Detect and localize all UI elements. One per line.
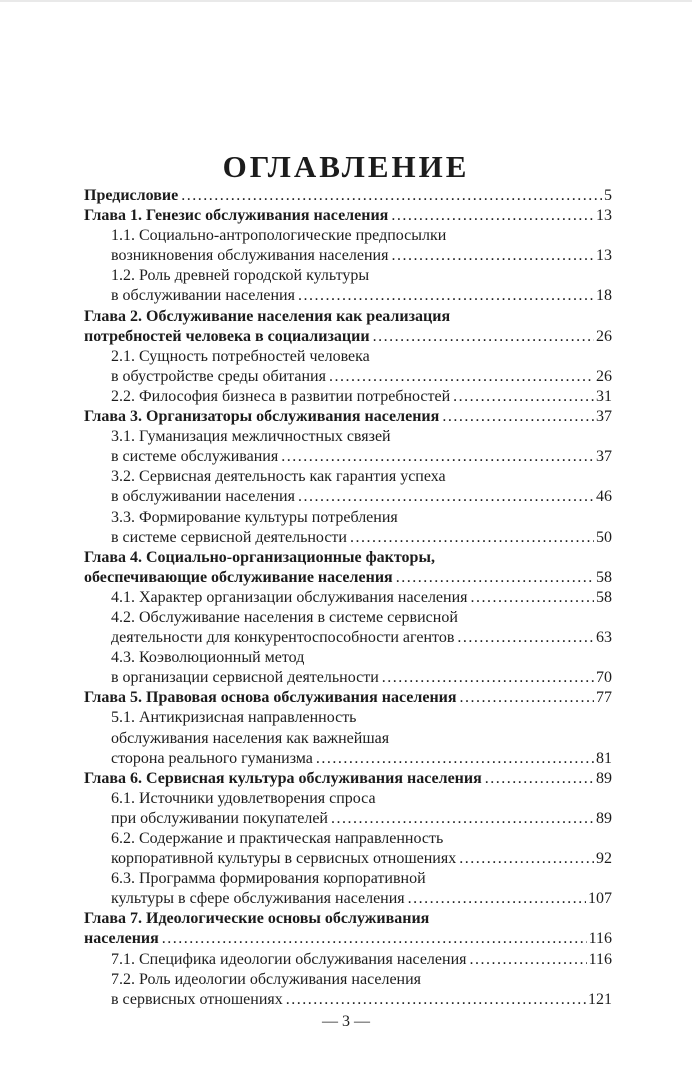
page-title: ОГЛАВЛЕНИЕ — [222, 148, 470, 184]
toc-entry-section — [84, 387, 612, 407]
dot-leader — [295, 487, 594, 507]
dot-leader — [457, 688, 594, 708]
toc-entry-text: корпоративной культуры в сервисных отношениях — [111, 850, 457, 868]
toc-page-number: 50 — [596, 528, 612, 546]
dot-leader — [313, 749, 594, 769]
toc-entry-section — [84, 266, 612, 306]
toc-entry-text: Глава 6. Сервисная культура обслуживания населения — [84, 769, 482, 787]
dot-leader — [295, 286, 594, 306]
toc-entry-text: обслуживания населения как важнейшая — [111, 729, 390, 747]
dot-leader — [468, 588, 594, 608]
toc-entry-text: в обслуживании населения — [111, 488, 295, 506]
table-of-contents — [84, 186, 612, 1010]
toc-entry-text: деятельности для конкурентоспособности агентов — [111, 629, 455, 647]
toc-entry-chapter — [84, 186, 612, 206]
toc-entry-text: 2.1. Сущность потребностей человека — [111, 347, 370, 365]
toc-entry-section — [84, 950, 612, 970]
dot-leader — [328, 809, 594, 829]
dot-leader — [347, 528, 594, 548]
toc-entry-chapter — [84, 909, 612, 949]
dot-leader — [379, 668, 594, 688]
dot-leader — [405, 889, 586, 909]
toc-page-number: 46 — [596, 488, 612, 506]
dot-leader — [439, 407, 594, 427]
toc-entry-chapter — [84, 407, 612, 427]
toc-entry-section — [84, 588, 612, 608]
toc-entry-text: 4.1. Характер организации обслуживания населения — [111, 588, 468, 606]
toc-entry-section — [84, 708, 612, 768]
toc-entry-text: сторона реального гуманизма — [111, 749, 313, 767]
toc-entry-text: 4.3. Коэволюционный метод — [111, 649, 305, 667]
toc-page-number: 13 — [596, 247, 612, 265]
toc-page-number: 92 — [596, 850, 612, 868]
toc-entry-text: культуры в сфере обслуживания населения — [111, 890, 405, 908]
toc-entry-text: 1.2. Роль древней городской культуры — [111, 267, 370, 285]
dot-leader — [388, 206, 594, 226]
toc-page-number: 70 — [596, 669, 612, 687]
toc-page-number: 77 — [596, 689, 612, 707]
dot-leader — [454, 628, 594, 648]
dot-leader — [482, 769, 594, 789]
toc-entry-text: Глава 5. Правовая основа обслуживания населения — [84, 689, 457, 707]
toc-entry-section — [84, 427, 612, 467]
toc-page-number: 26 — [596, 367, 612, 385]
toc-entry-text: в системе сервисной деятельности — [111, 528, 347, 546]
dot-leader — [393, 568, 594, 588]
toc-entry-chapter — [84, 206, 612, 226]
toc-entry-text: в обслуживании населения — [111, 287, 295, 305]
toc-page-number: 107 — [588, 890, 612, 908]
toc-entry-text: 3.1. Гуманизация межличностных связей — [111, 428, 391, 446]
toc-entry-chapter — [84, 307, 612, 347]
dot-leader — [388, 246, 594, 266]
toc-entry-section — [84, 608, 612, 648]
toc-entry-section — [84, 829, 612, 869]
toc-entry-section — [84, 789, 612, 829]
toc-page-number: 58 — [596, 568, 612, 586]
toc-entry-text: 2.2. Философия бизнеса в развитии потребностей — [111, 387, 451, 405]
toc-page-number: 116 — [588, 930, 612, 948]
toc-entry-text: 3.2. Сервисная деятельность как гарантия успеха — [111, 468, 446, 486]
dot-leader — [466, 950, 586, 970]
toc-entry-text: 7.1. Специфика идеологии обслуживания населения — [111, 950, 467, 968]
toc-list — [84, 186, 612, 1010]
toc-entry-text: Глава 2. Обслуживание населения как реализация — [84, 307, 451, 325]
toc-entry-text: Предисловие — [84, 187, 179, 204]
dot-leader — [370, 327, 594, 347]
dot-leader — [326, 367, 594, 387]
toc-entry-text: при обслуживании покупателей — [111, 809, 328, 827]
toc-entry-text: населения — [84, 930, 159, 948]
toc-entry-text: возникновения обслуживания населения — [111, 247, 389, 265]
toc-entry-text: 4.2. Обслуживание населения в системе сервисной — [111, 608, 458, 626]
toc-page-number: 121 — [588, 990, 612, 1008]
toc-page-number: 116 — [588, 950, 612, 968]
dot-leader — [283, 990, 586, 1010]
toc-entry-section — [84, 226, 612, 266]
toc-entry-chapter — [84, 769, 612, 789]
toc-page-number: 81 — [596, 749, 612, 767]
toc-entry-section — [84, 869, 612, 909]
dot-leader — [278, 447, 594, 467]
toc-entry-chapter — [84, 688, 612, 708]
toc-entry-text: в системе обслуживания — [111, 448, 279, 466]
toc-entry-text: Глава 4. Социально-организационные факторы, — [84, 548, 435, 566]
toc-page-number: 18 — [596, 287, 612, 305]
toc-entry-text: 6.3. Программа формирования корпоративной — [111, 870, 426, 888]
page-number-footer: — 3 — — [322, 1013, 370, 1030]
toc-entry-text: 5.1. Антикризисная направленность — [111, 709, 357, 727]
toc-entry-text: Глава 3. Организаторы обслуживания населения — [84, 408, 440, 426]
toc-entry-section — [84, 508, 612, 548]
toc-entry-text: потребностей человека в социализации — [84, 327, 370, 345]
toc-entry-text: в организации сервисной деятельности — [111, 669, 379, 687]
toc-entry-text: 7.2. Роль идеологии обслуживания населения — [111, 970, 422, 988]
toc-entry-text: обеспечивающие обслуживание населения — [84, 568, 393, 586]
toc-entry-section — [84, 648, 612, 688]
toc-page-number: 5 — [604, 187, 612, 204]
dot-leader — [178, 186, 602, 206]
toc-entry-text: в обустройстве среды обитания — [111, 367, 326, 385]
toc-entry-text: Глава 1. Генезис обслуживания населения — [84, 207, 389, 225]
dot-leader — [456, 849, 594, 869]
toc-entry-section — [84, 970, 612, 1010]
toc-entry-text: в сервисных отношениях — [111, 990, 283, 1008]
toc-entry-text: 6.1. Источники удовлетворения спроса — [111, 789, 376, 807]
toc-entry-section — [84, 467, 612, 507]
toc-page-number: 37 — [596, 408, 612, 426]
toc-entry-text: 3.3. Формирование культуры потребления — [111, 508, 398, 526]
toc-page-number: 63 — [596, 629, 612, 647]
dot-leader — [159, 929, 587, 949]
toc-page-number: 89 — [596, 769, 612, 787]
toc-entry-section — [84, 347, 612, 387]
toc-entry-text: Глава 7. Идеологические основы обслуживания — [84, 910, 430, 928]
dot-leader — [450, 387, 594, 407]
toc-entry-text: 6.2. Содержание и практическая направленность — [111, 830, 444, 847]
page-top-edge — [0, 0, 692, 2]
toc-page-number: 58 — [596, 588, 612, 606]
toc-page-number: 37 — [596, 448, 612, 466]
toc-page-number: 13 — [596, 207, 612, 225]
toc-page-number: 31 — [596, 387, 612, 405]
toc-entry-text: 1.1. Социально-антропологические предпосылки — [111, 227, 447, 245]
toc-page-number: 89 — [596, 809, 612, 827]
toc-page-number: 26 — [596, 327, 612, 345]
toc-entry-chapter — [84, 548, 612, 588]
